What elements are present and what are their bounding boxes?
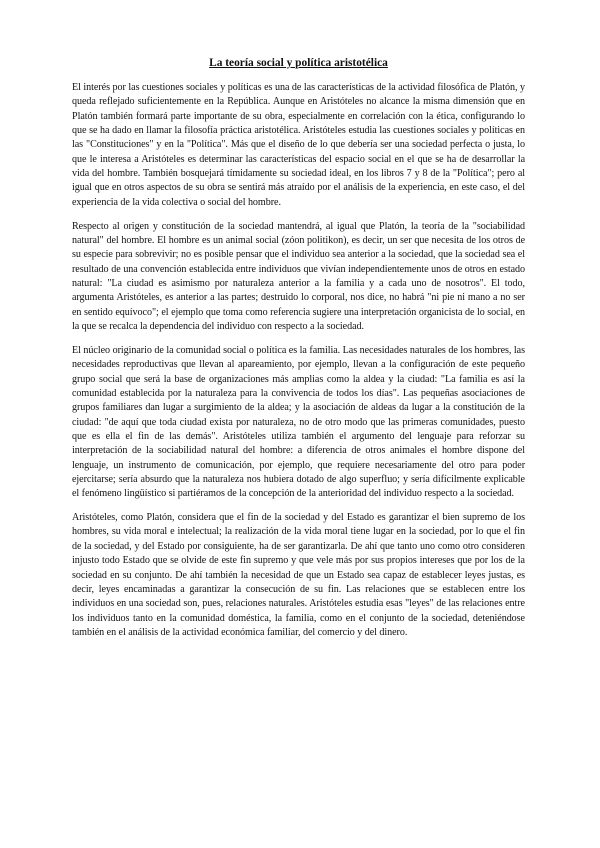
paragraph-sociability: Respecto al origen y constitución de la sociedad mantendrá, al igual que Platón, la teoría de la "sociabilidad natural" del hombre. El hombre es un animal social (zóon politikon), es decir, un ser que necesita de los otros de su especie para sobrevivir; no es posible pensar que el individuo sea anterior a la sociedad, que la sociedad sea el resultado de una convención establecida entre individuos que vivían independientemente unos de otros en estado natural: "La ciudad es asimismo por naturaleza anterior a la familia y a cada uno de nosotros". El todo, argumenta Aristóteles, es anterior a las partes; destruido lo corporal, nos dice, no habrá "ni pie ni mano a no ser en sentido equívoco"; el ejemplo que toma como referencia sugiere una interpretación organicista de lo social, en la que se recalca la dependencia del individuo con respecto a la sociedad. [72, 220, 525, 332]
paragraph-intro: El interés por las cuestiones sociales y políticas es una de las características de la actividad filosófica de Platón, y queda reflejado suficientemente en la República. Aunque en Aristóteles no alcance la misma dimensión que en Platón también formará parte importante de su obra, especialmente en correlación con la ética, configurando lo que se ha dado en llamar la filosofía práctica aristotélica. Aristóteles estudia las cuestiones sociales y políticas en las "Constituciones" y en la "Política". Más que el diseño de lo que debería ser una sociedad perfecta o justa, lo que le interesa a Aristóteles es determinar las características del espacio social en el que se ha de desarrollar la vida del hombre. También bosquejará tímidamente su sociedad ideal, en los libros 7 y 8 de la "Política"; pero al igual que en otros aspectos de su obra se sentirá más atraído por el análisis de la experiencia, en este caso, el del experiencia de la vida colectiva o social del hombre. [72, 82, 525, 208]
document-title: La teoría social y política aristotélica [209, 57, 388, 69]
paragraph-state-purpose: Aristóteles, como Platón, considera que el fin de la sociedad y del Estado es garantizar el bien supremo de los hombres, su vida moral e intelectual; la realización de la vida moral tiene lugar en la sociedad, por lo que el fin de la sociedad, y del Estado por consiguiente, ha de ser garantizarla. De ahí que tanto uno como otro consideren injusto todo Estado que se olvide de este fin supremo y que vele más por sus propios intereses que por los de la sociedad en su conjunto. De ahí también la necesidad de que un Estado sea capaz de establecer leyes justas, es decir, leyes encaminadas a garantizar la consecución de su fin. Las relaciones que se establecen entre los individuos en una sociedad son, pues, relaciones naturales. Aristóteles estudia esas "leyes" de las relaciones entre los individuos tanto en la comunidad doméstica, la familia, como en el conjunto de la sociedad, deteniéndose también en el análisis de la actividad económica familiar, del comercio y del dinero. [72, 512, 525, 638]
paragraph-family: El núcleo originario de la comunidad social o política es la familia. Las necesidades naturales de los hombres, las necesidades reproductivas que llevan al apareamiento, por ejemplo, llevan a la configuración de este pequeño grupo social que será la base de organizaciones más amplias como la aldea y la ciudad: "La familia es así la comunidad establecida por la naturaleza para la convivencia de todos los días". Las pequeñas asociaciones de grupos familiares dan lugar a surgimiento de la aldea; y la asociación de aldeas da lugar a la constitución de la ciudad: "de aquí que toda ciudad exista por naturaleza, no de otro modo que las primeras comunidades, puesto que es ella el fin de las demás". Aristóteles utiliza también el argumento del lenguaje para reforzar su interpretación de la sociabilidad natural del hombre: a diferencia de otros animales el hombre dispone del lenguaje, un instrumento de comunicación, por ejemplo, que requiere necesariamente del otro para poder ejercitarse; sería absurdo que la naturaleza nos hubiera dotado de algo superfluo; y sería difícilmente explicable el fenómeno lingüístico si partiéramos de la concepción de la anterioridad del individuo respecto a la sociedad. [72, 344, 525, 500]
